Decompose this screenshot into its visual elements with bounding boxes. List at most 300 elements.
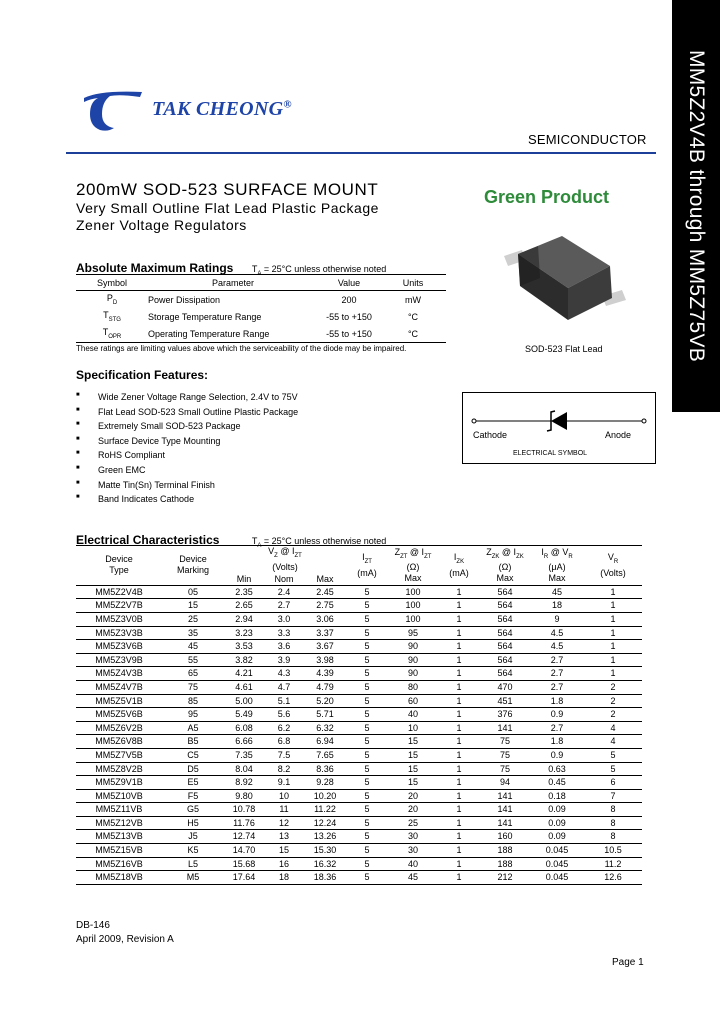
side-title: MM5Z2V4B through MM5Z75VB bbox=[685, 49, 708, 363]
footer-date: April 2009, Revision A bbox=[76, 934, 174, 945]
ec-table bbox=[76, 545, 642, 885]
ec-cell: 4.3 bbox=[277, 668, 291, 679]
ec-cell: 100 bbox=[405, 586, 421, 597]
ec-cell: 15 bbox=[278, 845, 289, 856]
ec-cell: B5 bbox=[187, 736, 199, 747]
feature-item: ■ RoHS Compliant bbox=[76, 450, 298, 465]
amr-table bbox=[76, 274, 446, 343]
title-line-1: 200mW SOD-523 SURFACE MOUNT bbox=[76, 180, 379, 199]
ec-cell: 141 bbox=[497, 790, 513, 801]
ec-cell: 6.66 bbox=[235, 736, 253, 747]
ec-cell: 1 bbox=[456, 804, 462, 815]
ec-cell: 8.92 bbox=[235, 777, 253, 788]
ec-condition: $T_A = 25^\circ C$ unless otherwise noted bbox=[251, 536, 387, 549]
ec-cell: 2 bbox=[610, 709, 616, 720]
ec-cell: 1 bbox=[610, 586, 616, 597]
ec-row bbox=[76, 803, 642, 817]
ec-cell: 5.00 bbox=[235, 695, 253, 706]
ec-cell: 4 bbox=[610, 722, 616, 733]
ec-cell: 95 bbox=[187, 709, 198, 720]
ec-cell: 6.32 bbox=[316, 722, 334, 733]
ec-cell: 7.5 bbox=[277, 749, 291, 760]
ec-cell: 5 bbox=[364, 777, 370, 788]
ec-cell: 15.30 bbox=[313, 845, 337, 856]
feature-item: ■ Surface Device Type Mounting bbox=[76, 436, 298, 451]
ec-cell: MM5Z12VB bbox=[95, 817, 143, 828]
ec-cell: MM5Z18VB bbox=[95, 872, 143, 883]
ec-cell: 5 bbox=[610, 749, 616, 760]
ec-cell: 5 bbox=[364, 763, 370, 774]
package-image bbox=[494, 226, 634, 336]
ec-row bbox=[76, 667, 642, 681]
ec-cell: 15 bbox=[407, 749, 418, 760]
ec-cell: 16.32 bbox=[313, 858, 337, 869]
ec-cell: 1 bbox=[610, 668, 616, 679]
ec-cell: 5 bbox=[364, 641, 370, 652]
ec-col-vr: $V_R$ (Volts) bbox=[600, 552, 626, 578]
ec-col-izt: $I_{ZT}$ (mA) bbox=[357, 552, 377, 578]
ec-cell: 5 bbox=[364, 749, 370, 760]
ec-cell: 1 bbox=[456, 790, 462, 801]
ec-cell: 90 bbox=[407, 641, 418, 652]
ec-cell: 3.9 bbox=[277, 654, 291, 665]
ec-cell: 5 bbox=[364, 845, 370, 856]
ec-cell: MM5Z3V6B bbox=[95, 641, 143, 652]
feature-item: ■ Green EMC bbox=[76, 465, 298, 480]
ec-row bbox=[76, 708, 642, 722]
ec-cell: 3.6 bbox=[277, 641, 291, 652]
ec-cell: 141 bbox=[497, 722, 513, 733]
ec-cell: 6.94 bbox=[316, 736, 334, 747]
ec-cell: 1 bbox=[456, 586, 462, 597]
ec-col-vz: $V_Z$ @ $I_{ZT}$ (Volts) bbox=[268, 546, 302, 572]
ec-cell: 0.045 bbox=[545, 872, 569, 883]
ec-cell: 2.65 bbox=[235, 600, 253, 611]
ec-row bbox=[76, 653, 642, 667]
ec-cell: 12.24 bbox=[313, 817, 337, 828]
footer-doc-number: DB-146 bbox=[76, 920, 110, 931]
ec-cell: 0.9 bbox=[550, 709, 564, 720]
ec-cell: 10 bbox=[278, 790, 289, 801]
ec-cell: 2 bbox=[610, 681, 616, 692]
ec-cell: 45 bbox=[407, 872, 418, 883]
ec-cell: 564 bbox=[497, 641, 513, 652]
ec-cell: MM5Z6V8B bbox=[95, 736, 143, 747]
ec-cell: 0.18 bbox=[548, 790, 566, 801]
ec-cell: 20 bbox=[407, 790, 418, 801]
ec-cell: 40 bbox=[407, 858, 418, 869]
ec-cell: 3.3 bbox=[277, 627, 291, 638]
tak-cheong-logo-icon bbox=[80, 88, 144, 134]
ec-cell: E5 bbox=[187, 777, 199, 788]
ec-cell: 13.26 bbox=[313, 831, 337, 842]
ec-cell: 4.5 bbox=[550, 641, 564, 652]
division-label: SEMICONDUCTOR bbox=[528, 132, 647, 147]
features-heading: Specification Features: bbox=[76, 368, 209, 382]
ec-cell: 35 bbox=[187, 627, 198, 638]
ec-cell: 564 bbox=[497, 654, 513, 665]
ec-cell: 12.74 bbox=[232, 831, 256, 842]
ec-cell: MM5Z16VB bbox=[95, 858, 143, 869]
ec-cell: 6.2 bbox=[277, 722, 291, 733]
feature-item: ■ Band Indicates Cathode bbox=[76, 494, 298, 509]
ec-cell: 564 bbox=[497, 586, 513, 597]
ec-cell: 6.08 bbox=[235, 722, 253, 733]
ec-cell: 15 bbox=[407, 777, 418, 788]
ec-cell: 10 bbox=[407, 722, 418, 733]
ec-cell: MM5Z5V6B bbox=[95, 709, 143, 720]
ec-cell: 2.75 bbox=[316, 600, 334, 611]
ec-cell: 5 bbox=[364, 681, 370, 692]
ec-cell: 05 bbox=[187, 586, 198, 597]
ec-row bbox=[76, 680, 642, 694]
ec-cell: 1 bbox=[456, 831, 462, 842]
ec-cell: 1 bbox=[610, 627, 616, 638]
ec-cell: 9 bbox=[554, 613, 560, 624]
ec-cell: 5.1 bbox=[277, 695, 291, 706]
header-rule bbox=[66, 152, 656, 154]
ec-cell: 1 bbox=[456, 681, 462, 692]
ec-cell: MM5Z7V5B bbox=[95, 749, 143, 760]
ec-cell: 188 bbox=[497, 845, 513, 856]
ec-cell: 14.70 bbox=[232, 845, 256, 856]
ec-cell: 8 bbox=[610, 831, 616, 842]
ec-cell: 15 bbox=[407, 763, 418, 774]
ec-cell: D5 bbox=[187, 763, 199, 774]
ec-cell: 1.8 bbox=[550, 736, 564, 747]
ec-row bbox=[76, 857, 642, 871]
ec-col-zzt: $Z_{ZT}$ @ $I_{ZT}$ (Ω) Max bbox=[394, 546, 432, 584]
ec-cell: 564 bbox=[497, 600, 513, 611]
ec-col-marking: Device Marking bbox=[176, 554, 209, 576]
ec-cell: 75 bbox=[187, 681, 198, 692]
ec-cell: MM5Z4V7B bbox=[95, 681, 143, 692]
ec-row bbox=[76, 721, 642, 735]
green-product-label: Green Product bbox=[484, 187, 610, 207]
ec-cell: 3.0 bbox=[277, 613, 291, 624]
ec-cell: 5.20 bbox=[316, 695, 334, 706]
ec-cell: 45 bbox=[551, 586, 562, 597]
ec-cell: 15.68 bbox=[232, 858, 256, 869]
ec-cell: 4.7 bbox=[277, 681, 291, 692]
ec-cell: 141 bbox=[497, 804, 513, 815]
ec-cell: 1 bbox=[610, 600, 616, 611]
ec-cell: 188 bbox=[497, 858, 513, 869]
ec-cell: 18 bbox=[551, 600, 562, 611]
ec-row bbox=[76, 844, 642, 858]
ec-cell: MM5Z5V1B bbox=[95, 695, 143, 706]
ec-cell: 4.79 bbox=[316, 681, 334, 692]
ec-cell: 2.45 bbox=[316, 586, 334, 597]
amr-row: $T_{OPR}$ Operating Temperature Range -55 to +150 °C bbox=[76, 325, 446, 343]
ec-cell: 17.64 bbox=[232, 872, 256, 883]
ec-cell: 564 bbox=[497, 668, 513, 679]
ec-cell: 0.63 bbox=[548, 763, 566, 774]
ec-cell: 5.6 bbox=[277, 709, 291, 720]
ec-row bbox=[76, 599, 642, 613]
ec-cell: 6 bbox=[610, 777, 616, 788]
ec-cell: 16 bbox=[278, 858, 289, 869]
ec-row bbox=[76, 626, 642, 640]
ec-cell: 451 bbox=[497, 695, 513, 706]
ec-cell: 100 bbox=[405, 600, 421, 611]
feature-item: ■ Extremely Small SOD-523 Package bbox=[76, 421, 298, 436]
ec-cell: 25 bbox=[187, 613, 198, 624]
ec-cell: 5 bbox=[364, 654, 370, 665]
ec-cell: MM5Z2V4B bbox=[95, 586, 143, 597]
ec-cell: 10.78 bbox=[232, 804, 256, 815]
ec-cell: 1 bbox=[456, 600, 462, 611]
features-list bbox=[76, 392, 298, 509]
ec-cell: 5 bbox=[364, 709, 370, 720]
title-line-3: Zener Voltage Regulators bbox=[76, 217, 247, 233]
ec-cell: 4 bbox=[610, 736, 616, 747]
ec-cell: 5 bbox=[364, 831, 370, 842]
ec-cell: L5 bbox=[187, 858, 198, 869]
ec-cell: 18.36 bbox=[313, 872, 337, 883]
ec-cell: 5 bbox=[364, 872, 370, 883]
ec-row bbox=[76, 789, 642, 803]
ec-cell: 90 bbox=[407, 654, 418, 665]
ec-cell: G5 bbox=[186, 804, 199, 815]
ec-col-ir: $I_R$ @ $V_R$ (μA) Max bbox=[541, 546, 573, 584]
ec-cell: 40 bbox=[407, 709, 418, 720]
ec-cell: 1 bbox=[456, 695, 462, 706]
ec-cell: MM5Z6V2B bbox=[95, 722, 143, 733]
ec-cell: 3.23 bbox=[235, 627, 253, 638]
package-caption: SOD-523 Flat Lead bbox=[525, 344, 603, 354]
ec-cell: 2.35 bbox=[235, 586, 253, 597]
ec-cell: 2.94 bbox=[235, 613, 253, 624]
electrical-symbol-box bbox=[462, 392, 656, 464]
ec-cell: 0.9 bbox=[550, 749, 564, 760]
ec-cell: 90 bbox=[407, 668, 418, 679]
ec-cell: 65 bbox=[187, 668, 198, 679]
ec-cell: 2.7 bbox=[550, 668, 564, 679]
ec-cell: MM5Z8V2B bbox=[95, 763, 143, 774]
amr-condition: $T_A = 25^\circ C$ unless otherwise noted bbox=[251, 264, 387, 277]
ec-cell: 5 bbox=[610, 763, 616, 774]
ec-cell: 1 bbox=[456, 872, 462, 883]
ec-row bbox=[76, 694, 642, 708]
ec-cell: 1 bbox=[456, 627, 462, 638]
ec-cell: 141 bbox=[497, 817, 513, 828]
ec-body bbox=[76, 585, 642, 884]
ec-cell: MM5Z9V1B bbox=[95, 777, 143, 788]
ec-cell: 2.4 bbox=[277, 586, 291, 597]
ec-cell: 12 bbox=[278, 817, 289, 828]
ec-row bbox=[76, 640, 642, 654]
ec-cell: 2.7 bbox=[550, 654, 564, 665]
ec-cell: 5.49 bbox=[235, 709, 253, 720]
ec-cell: 8.04 bbox=[235, 763, 253, 774]
ec-cell: 55 bbox=[187, 654, 198, 665]
ec-cell: 160 bbox=[497, 831, 513, 842]
ec-cell: 3.98 bbox=[316, 654, 334, 665]
ec-cell: 5 bbox=[364, 804, 370, 815]
ec-cell: 94 bbox=[499, 777, 510, 788]
ec-cell: 5 bbox=[364, 736, 370, 747]
ec-cell: 1 bbox=[456, 722, 462, 733]
ec-cell: 1 bbox=[456, 654, 462, 665]
ec-cell: A5 bbox=[187, 722, 199, 733]
ec-row bbox=[76, 612, 642, 626]
ec-cell: 10.5 bbox=[604, 845, 622, 856]
feature-item: ■ Flat Lead SOD-523 Small Outline Plastic Package bbox=[76, 407, 298, 422]
cathode-label: Cathode bbox=[473, 430, 508, 440]
ec-cell: 11.22 bbox=[314, 804, 336, 815]
ec-cell: 11.2 bbox=[604, 858, 622, 869]
ec-cell: 20 bbox=[407, 804, 418, 815]
ec-col-device: Device Type bbox=[105, 554, 133, 576]
ec-cell: 3.37 bbox=[316, 627, 334, 638]
ec-cell: 4.21 bbox=[235, 668, 253, 679]
ec-cell: 25 bbox=[407, 817, 418, 828]
ec-cell: 18 bbox=[278, 872, 289, 883]
amr-heading: Absolute Maximum Ratings $T_A = 25^\circ C$ unless otherwise noted bbox=[76, 261, 387, 277]
ec-cell: 3.06 bbox=[316, 613, 334, 624]
ec-cell: 212 bbox=[497, 872, 513, 883]
ec-cell: F5 bbox=[187, 790, 199, 801]
ec-cell: MM5Z3V3B bbox=[95, 627, 143, 638]
title-line-2: Very Small Outline Flat Lead Plastic Package bbox=[76, 200, 379, 216]
ec-cell: 1 bbox=[456, 736, 462, 747]
ec-cell: 5 bbox=[364, 600, 370, 611]
brand-name: TAK CHEONG® bbox=[152, 98, 292, 120]
registered-mark: ® bbox=[283, 98, 292, 111]
ec-cell: 5 bbox=[364, 627, 370, 638]
ec-cell: 5 bbox=[364, 790, 370, 801]
feature-item: ■ Matte Tin(Sn) Terminal Finish bbox=[76, 480, 298, 495]
ec-cell: MM5Z11VB bbox=[95, 804, 143, 815]
ec-cell: MM5Z3V0B bbox=[95, 613, 143, 624]
ec-cell: 1 bbox=[456, 845, 462, 856]
ec-cell: 2.7 bbox=[550, 681, 564, 692]
ec-cell: 0.045 bbox=[545, 845, 569, 856]
ec-cell: 11.76 bbox=[233, 817, 255, 828]
ec-subheader-row: Min Nom Max bbox=[236, 573, 334, 584]
amr-header-row: Symbol Parameter Value Units bbox=[76, 275, 446, 291]
ec-cell: 60 bbox=[407, 695, 418, 706]
amr-row: $T_{STG}$ Storage Temperature Range -55 to +150 °C bbox=[103, 310, 419, 323]
amr-row: $P_D$ Power Dissipation 200 mW bbox=[106, 293, 421, 306]
amr-note: These ratings are limiting values above which the serviceability of the diode may be impaired. bbox=[76, 344, 407, 353]
ec-cell: 15 bbox=[187, 600, 198, 611]
ec-cell: 2.7 bbox=[277, 600, 291, 611]
ec-cell: K5 bbox=[187, 845, 199, 856]
ec-cell: 1 bbox=[456, 709, 462, 720]
ec-cell: 75 bbox=[499, 736, 510, 747]
ec-cell: 1 bbox=[456, 817, 462, 828]
ec-cell: 15 bbox=[407, 736, 418, 747]
ec-cell: MM5Z10VB bbox=[95, 790, 143, 801]
ec-cell: 470 bbox=[497, 681, 513, 692]
ec-cell: 1 bbox=[610, 613, 616, 624]
ec-cell: MM5Z3V9B bbox=[95, 654, 143, 665]
anode-label: Anode bbox=[605, 430, 632, 440]
ec-cell: 4.39 bbox=[316, 668, 334, 679]
ec-cell: 5 bbox=[364, 695, 370, 706]
ec-cell: 3.82 bbox=[235, 654, 253, 665]
ec-cell: 8 bbox=[610, 817, 616, 828]
ec-heading: Electrical Characteristics $T_A = 25^\circ C$ unless otherwise noted bbox=[76, 533, 387, 549]
ec-cell: 2.7 bbox=[550, 722, 564, 733]
ec-cell: 30 bbox=[407, 831, 418, 842]
footer-page: Page 1 bbox=[612, 957, 644, 968]
ec-cell: 1 bbox=[456, 641, 462, 652]
ec-cell: 8.2 bbox=[277, 763, 291, 774]
ec-cell: 6.8 bbox=[277, 736, 291, 747]
ec-row bbox=[76, 585, 642, 599]
ec-cell: 80 bbox=[407, 681, 418, 692]
ec-cell: 9.80 bbox=[235, 790, 253, 801]
ec-cell: 8 bbox=[610, 804, 616, 815]
ec-cell: 3.53 bbox=[235, 641, 253, 652]
ec-cell: H5 bbox=[187, 817, 199, 828]
ec-cell: 75 bbox=[499, 749, 510, 760]
ec-cell: 0.09 bbox=[548, 831, 566, 842]
ec-cell: 12.6 bbox=[604, 872, 622, 883]
ec-cell: C5 bbox=[187, 749, 199, 760]
ec-cell: 5 bbox=[364, 668, 370, 679]
ec-cell: 4.5 bbox=[550, 627, 564, 638]
ec-row bbox=[76, 762, 642, 776]
ec-cell: 5 bbox=[364, 817, 370, 828]
ec-cell: 5.71 bbox=[316, 709, 334, 720]
ec-header-row bbox=[76, 546, 642, 573]
ec-cell: MM5Z15VB bbox=[95, 845, 143, 856]
ec-cell: MM5Z13VB bbox=[95, 831, 143, 842]
ec-cell: 30 bbox=[407, 845, 418, 856]
ec-cell: 85 bbox=[187, 695, 198, 706]
ec-cell: 0.09 bbox=[548, 804, 566, 815]
ec-cell: 9.28 bbox=[316, 777, 334, 788]
ec-cell: 0.09 bbox=[548, 817, 566, 828]
ec-cell: 100 bbox=[405, 613, 421, 624]
ec-cell: 4.61 bbox=[235, 681, 253, 692]
ec-cell: 7.35 bbox=[235, 749, 253, 760]
ec-cell: 45 bbox=[187, 641, 198, 652]
feature-item: ■ Wide Zener Voltage Range Selection, 2.4V to 75V bbox=[76, 392, 298, 407]
ec-cell: 1 bbox=[610, 654, 616, 665]
ec-row bbox=[76, 748, 642, 762]
ec-cell: 5 bbox=[364, 722, 370, 733]
ec-cell: M5 bbox=[186, 872, 200, 883]
ec-row bbox=[76, 776, 642, 790]
ec-row bbox=[76, 816, 642, 830]
ec-cell: 376 bbox=[497, 709, 513, 720]
ec-cell: 564 bbox=[497, 627, 513, 638]
ec-cell: 1 bbox=[456, 858, 462, 869]
ec-cell: 0.45 bbox=[548, 777, 566, 788]
ec-cell: 13 bbox=[278, 831, 289, 842]
ec-cell: 9.1 bbox=[277, 777, 291, 788]
ec-cell: 3.67 bbox=[316, 641, 334, 652]
ec-cell: 2 bbox=[610, 695, 616, 706]
ec-col-izk: $I_{ZK}$ (mA) bbox=[449, 552, 469, 578]
ec-cell: J5 bbox=[188, 831, 198, 842]
ec-cell: 1 bbox=[456, 763, 462, 774]
ec-cell: MM5Z4V3B bbox=[95, 668, 143, 679]
ec-cell: 10.20 bbox=[313, 790, 337, 801]
ec-cell: 1.8 bbox=[550, 695, 564, 706]
ec-row bbox=[76, 871, 642, 885]
ec-cell: 7 bbox=[610, 790, 616, 801]
symbol-caption: ELECTRICAL SYMBOL bbox=[513, 450, 588, 457]
ec-row bbox=[76, 735, 642, 749]
ec-row bbox=[76, 830, 642, 844]
ec-cell: 1 bbox=[456, 777, 462, 788]
